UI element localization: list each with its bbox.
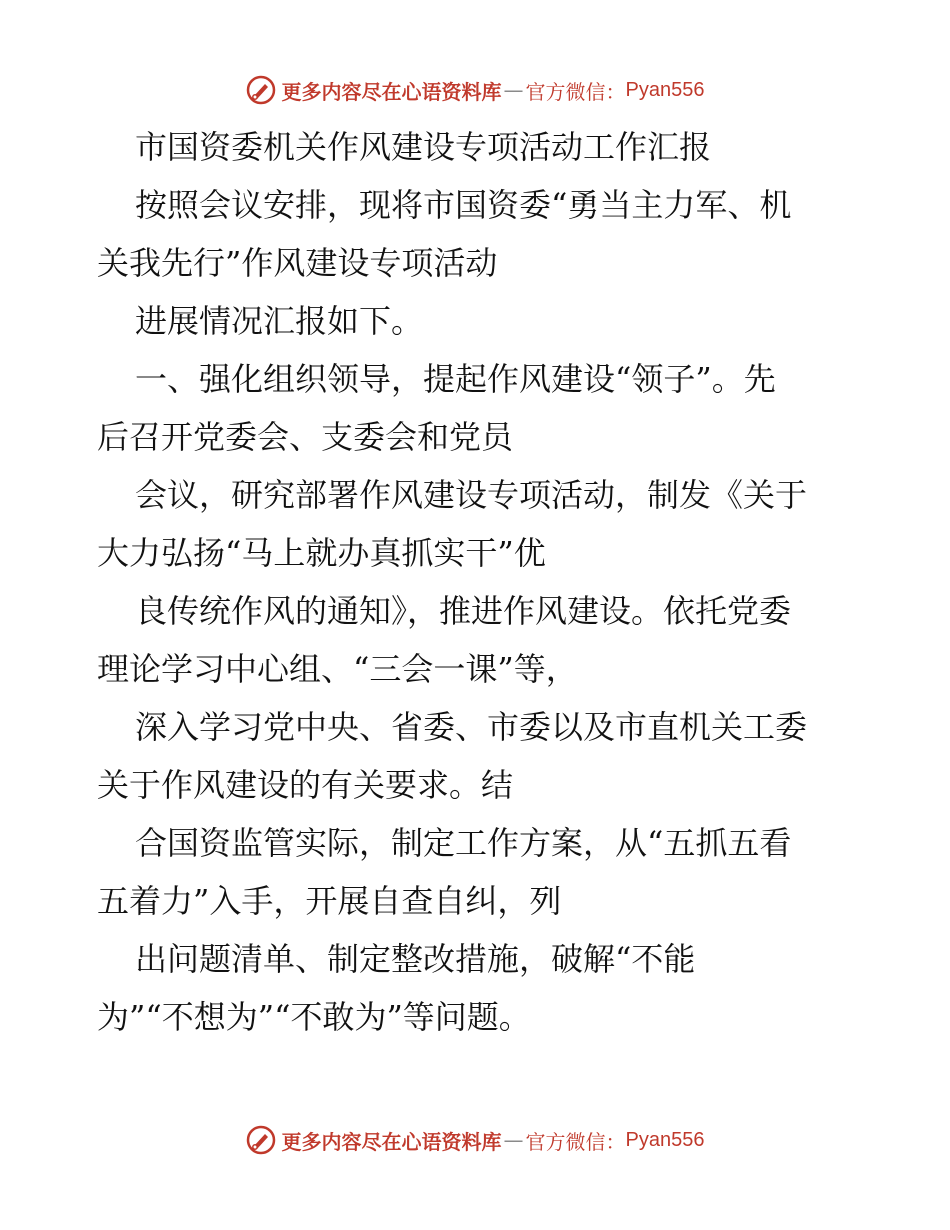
document-line: 市国资委机关作风建设专项活动工作汇报: [135, 128, 712, 166]
brand-logo-icon: [246, 1125, 276, 1155]
watermark-text: 更多内容尽在心语资料库: [281, 1129, 502, 1154]
document-line: 后召开党委会、支委会和党员: [97, 418, 514, 456]
watermark-wechat-label: 官方微信：: [525, 79, 626, 104]
document-line: 出问题清单、制定整改措施，破解“不能: [135, 940, 696, 978]
document-line: 关我先行”作风建设专项活动: [97, 244, 498, 282]
watermark-wechat-id: Pyan556: [625, 78, 705, 101]
watermark-footer: [0, 1120, 950, 1160]
document-line: 深入学习党中央、省委、市委以及市直机关工委: [135, 708, 808, 746]
watermark-separator: —: [503, 1128, 524, 1152]
document-line: 理论学习中心组、“三会一课”等，: [97, 650, 578, 688]
document-line: 一、强化组织领导，提起作风建设“领子”。先: [135, 360, 776, 398]
document-line: 良传统作风的通知》，推进作风建设。依托党委: [135, 592, 792, 630]
document-body: [97, 118, 857, 1046]
document-line: 会议，研究部署作风建设专项活动，制发《关于: [135, 476, 808, 514]
watermark-wechat-label: 官方微信：: [525, 1129, 626, 1154]
document-line: 关于作风建设的有关要求。结: [97, 766, 514, 804]
document-line: 合国资监管实际，制定工作方案，从“五抓五看: [135, 824, 792, 862]
watermark-header: [0, 70, 950, 110]
document-line: 为”“不想为”“不敢为”等问题。: [97, 998, 531, 1036]
document-line: 五着力”入手，开展自查自纠，列: [97, 882, 562, 920]
watermark-wechat-id: Pyan556: [625, 1128, 705, 1151]
document-line: 大力弘扬“马上就办真抓实干”优: [97, 534, 546, 572]
brand-logo-icon: [246, 75, 276, 105]
document-line: 进展情况汇报如下。: [135, 302, 424, 340]
document-line: 按照会议安排，现将市国资委“勇当主力军、机: [135, 186, 792, 224]
watermark-text: 更多内容尽在心语资料库: [281, 79, 502, 104]
watermark-separator: —: [503, 78, 524, 102]
